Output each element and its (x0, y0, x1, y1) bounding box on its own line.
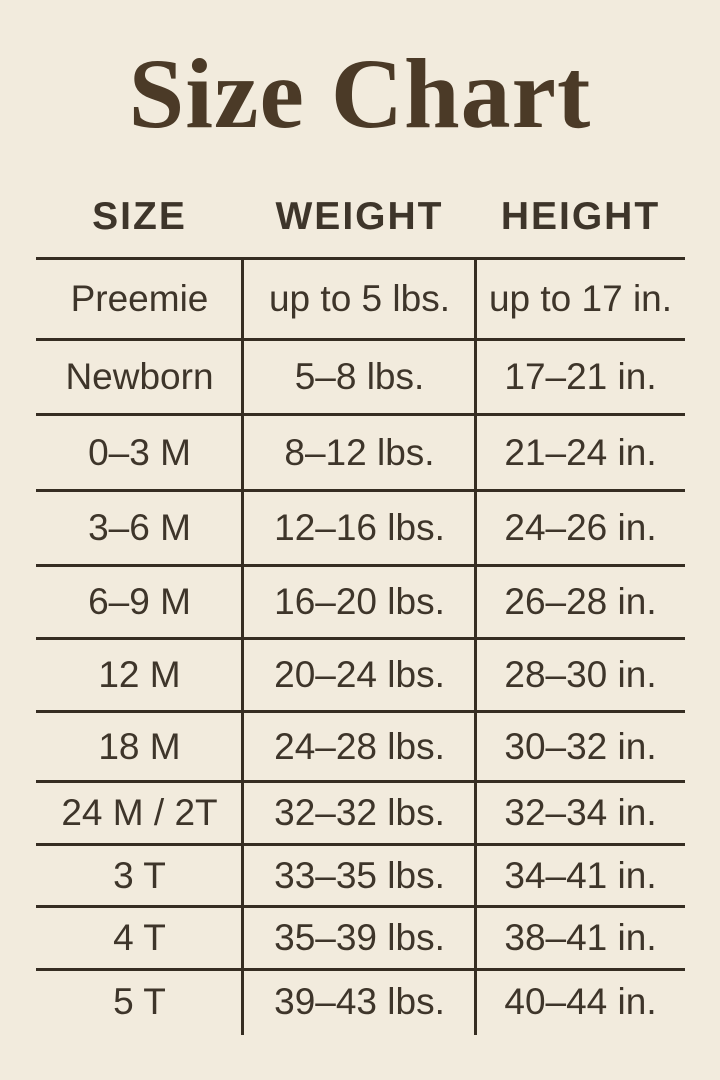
page-title: Size Chart (128, 38, 592, 149)
weight-cell: 24–28 lbs. (274, 725, 445, 767)
height-cell: 38–41 in. (504, 917, 657, 958)
size-cell: 6–9 M (88, 581, 191, 622)
table-row (36, 710, 685, 780)
weight-cell: 5–8 lbs. (294, 356, 425, 397)
height-cell: 32–34 in. (504, 792, 657, 833)
height-cell: 30–32 in. (504, 725, 657, 767)
weight-cell: 16–20 lbs. (274, 581, 445, 622)
weight-cell: 8–12 lbs. (284, 431, 435, 473)
table-header-row (36, 194, 685, 240)
size-cell: 0–3 M (88, 431, 191, 473)
weight-cell: 33–35 lbs. (274, 854, 445, 896)
size-cell: 4 T (113, 917, 166, 958)
weight-cell: 35–39 lbs. (274, 917, 445, 958)
height-cell: 26–28 in. (504, 581, 657, 622)
table-row (36, 489, 685, 564)
size-chart-table (36, 257, 685, 1032)
size-cell: 12 M (98, 654, 181, 695)
column-header-height: HEIGHT (500, 195, 661, 238)
height-cell: 28–30 in. (504, 654, 657, 695)
weight-cell: 12–16 lbs. (274, 507, 445, 548)
size-cell: 18 M (98, 725, 181, 767)
table-row (36, 968, 685, 1032)
height-cell: 24–26 in. (504, 507, 657, 548)
table-row (36, 257, 685, 338)
height-cell: 34–41 in. (504, 854, 657, 896)
size-cell: Preemie (70, 278, 209, 319)
size-cell: Newborn (65, 356, 214, 397)
height-cell: 21–24 in. (504, 431, 657, 473)
weight-cell: 20–24 lbs. (274, 654, 445, 695)
size-cell: 3 T (113, 854, 166, 896)
size-cell: 3–6 M (88, 507, 191, 548)
size-cell: 24 M / 2T (61, 792, 218, 833)
table-row (36, 413, 685, 489)
table-row (36, 843, 685, 905)
column-divider-1 (241, 257, 244, 1035)
weight-cell: 39–43 lbs. (274, 980, 445, 1022)
table-row (36, 780, 685, 843)
weight-cell: 32–32 lbs. (274, 792, 445, 833)
size-cell: 5 T (113, 980, 166, 1022)
table-row (36, 905, 685, 968)
height-cell: 17–21 in. (504, 356, 657, 397)
column-header-weight: WEIGHT (275, 195, 444, 238)
column-divider-2 (474, 257, 477, 1035)
height-cell: up to 17 in. (488, 278, 673, 319)
column-header-size: SIZE (92, 195, 187, 238)
table-row (36, 637, 685, 710)
height-cell: 40–44 in. (504, 980, 657, 1022)
table-row (36, 564, 685, 637)
table-body (36, 257, 685, 1032)
table-row (36, 338, 685, 413)
weight-cell: up to 5 lbs. (268, 278, 450, 319)
